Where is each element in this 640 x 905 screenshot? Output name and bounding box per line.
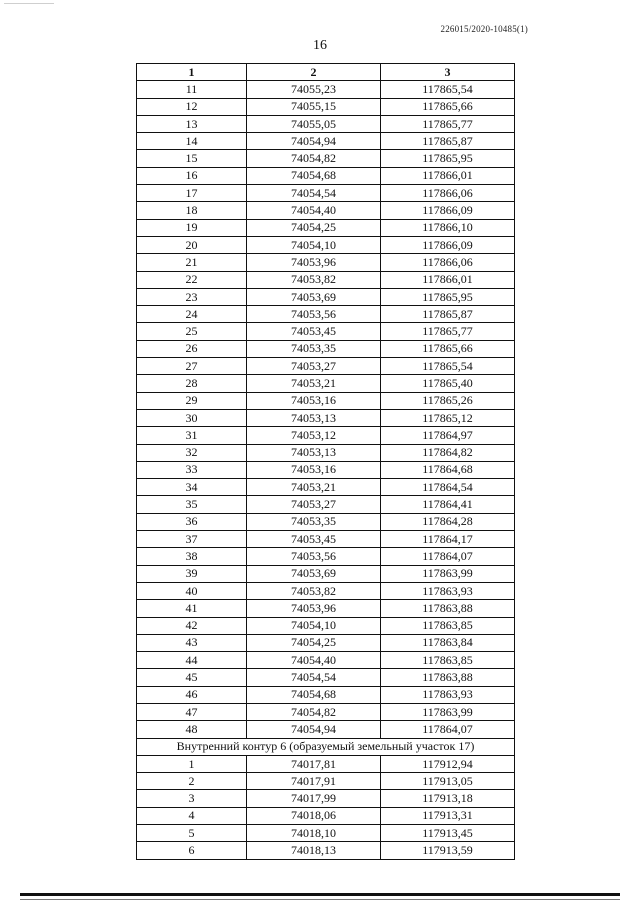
- y-coordinate-cell: 117864,68: [381, 461, 515, 478]
- x-coordinate-cell: 74055,23: [247, 81, 381, 98]
- table-row: [137, 427, 515, 444]
- point-number-cell: 17: [137, 185, 247, 202]
- point-number-cell: 45: [137, 669, 247, 686]
- x-coordinate-cell: 74053,12: [247, 427, 381, 444]
- point-number-cell: 40: [137, 582, 247, 599]
- table-row: [137, 479, 515, 496]
- point-number-cell: 29: [137, 392, 247, 409]
- point-number-cell: 19: [137, 219, 247, 236]
- table-row: [137, 81, 515, 98]
- section-row: [137, 738, 515, 755]
- y-coordinate-cell: 117866,01: [381, 167, 515, 184]
- point-number-cell: 16: [137, 167, 247, 184]
- x-coordinate-cell: 74055,05: [247, 115, 381, 132]
- x-coordinate-cell: 74053,27: [247, 358, 381, 375]
- table-row: [137, 323, 515, 340]
- document-number: 226015/2020-10485(1): [440, 24, 528, 34]
- point-number-cell: 48: [137, 721, 247, 738]
- x-coordinate-cell: 74055,15: [247, 98, 381, 115]
- table-row: [137, 271, 515, 288]
- y-coordinate-cell: 117866,06: [381, 254, 515, 271]
- x-coordinate-cell: 74053,21: [247, 479, 381, 496]
- y-coordinate-cell: 117866,10: [381, 219, 515, 236]
- point-number-cell: 31: [137, 427, 247, 444]
- point-number-cell: 26: [137, 340, 247, 357]
- x-coordinate-cell: 74018,10: [247, 825, 381, 842]
- scan-mark: [4, 3, 54, 7]
- x-coordinate-cell: 74054,54: [247, 185, 381, 202]
- x-coordinate-cell: 74053,35: [247, 513, 381, 530]
- point-number-cell: 38: [137, 548, 247, 565]
- y-coordinate-cell: 117865,95: [381, 288, 515, 305]
- table-row: [137, 634, 515, 651]
- point-number-cell: 21: [137, 254, 247, 271]
- bottom-rule-thin: [20, 899, 620, 900]
- point-number-cell: 18: [137, 202, 247, 219]
- point-number-cell: 4: [137, 807, 247, 824]
- table-header-row: [137, 64, 515, 81]
- y-coordinate-cell: 117863,99: [381, 703, 515, 720]
- table-row: [137, 375, 515, 392]
- table-row: [137, 202, 515, 219]
- point-number-cell: 41: [137, 600, 247, 617]
- point-number-cell: 32: [137, 444, 247, 461]
- point-number-cell: 33: [137, 461, 247, 478]
- table-row: [137, 185, 515, 202]
- y-coordinate-cell: 117865,54: [381, 81, 515, 98]
- x-coordinate-cell: 74053,16: [247, 392, 381, 409]
- table-body-main: [137, 81, 515, 738]
- point-number-cell: 1: [137, 755, 247, 772]
- point-number-cell: 24: [137, 306, 247, 323]
- y-coordinate-cell: 117863,88: [381, 600, 515, 617]
- point-number-cell: 14: [137, 133, 247, 150]
- y-coordinate-cell: 117865,66: [381, 340, 515, 357]
- table-row: [137, 444, 515, 461]
- table-row: [137, 807, 515, 824]
- y-coordinate-cell: 117866,06: [381, 185, 515, 202]
- point-number-cell: 13: [137, 115, 247, 132]
- table-row: [137, 306, 515, 323]
- y-coordinate-cell: 117912,94: [381, 755, 515, 772]
- x-coordinate-cell: 74017,81: [247, 755, 381, 772]
- table-row: [137, 133, 515, 150]
- y-coordinate-cell: 117866,01: [381, 271, 515, 288]
- point-number-cell: 22: [137, 271, 247, 288]
- page-number: 16: [313, 38, 327, 53]
- y-coordinate-cell: 117864,82: [381, 444, 515, 461]
- table-row: [137, 236, 515, 253]
- point-number-cell: 2: [137, 773, 247, 790]
- y-coordinate-cell: 117864,28: [381, 513, 515, 530]
- table-row: [137, 513, 515, 530]
- y-coordinate-cell: 117913,05: [381, 773, 515, 790]
- point-number-cell: 34: [137, 479, 247, 496]
- point-number-cell: 43: [137, 634, 247, 651]
- column-header-x: 2: [247, 64, 381, 81]
- point-number-cell: 6: [137, 842, 247, 859]
- y-coordinate-cell: 117865,95: [381, 150, 515, 167]
- x-coordinate-cell: 74053,82: [247, 582, 381, 599]
- point-number-cell: 47: [137, 703, 247, 720]
- y-coordinate-cell: 117864,54: [381, 479, 515, 496]
- y-coordinate-cell: 117863,93: [381, 686, 515, 703]
- column-header-y: 3: [381, 64, 515, 81]
- point-number-cell: 35: [137, 496, 247, 513]
- table-row: [137, 825, 515, 842]
- x-coordinate-cell: 74018,13: [247, 842, 381, 859]
- y-coordinate-cell: 117864,07: [381, 721, 515, 738]
- x-coordinate-cell: 74053,21: [247, 375, 381, 392]
- point-number-cell: 12: [137, 98, 247, 115]
- x-coordinate-cell: 74054,94: [247, 721, 381, 738]
- y-coordinate-cell: 117913,31: [381, 807, 515, 824]
- x-coordinate-cell: 74053,69: [247, 565, 381, 582]
- y-coordinate-cell: 117865,54: [381, 358, 515, 375]
- point-number-cell: 30: [137, 409, 247, 426]
- table-row: [137, 531, 515, 548]
- point-number-cell: 28: [137, 375, 247, 392]
- point-number-cell: 42: [137, 617, 247, 634]
- y-coordinate-cell: 117866,09: [381, 236, 515, 253]
- table-row: [137, 652, 515, 669]
- x-coordinate-cell: 74053,96: [247, 254, 381, 271]
- table-body-contour: [137, 755, 515, 859]
- table-row: [137, 340, 515, 357]
- y-coordinate-cell: 117865,12: [381, 409, 515, 426]
- y-coordinate-cell: 117863,99: [381, 565, 515, 582]
- y-coordinate-cell: 117865,66: [381, 98, 515, 115]
- table-row: [137, 721, 515, 738]
- x-coordinate-cell: 74017,99: [247, 790, 381, 807]
- table-row: [137, 288, 515, 305]
- point-number-cell: 46: [137, 686, 247, 703]
- y-coordinate-cell: 117863,88: [381, 669, 515, 686]
- table-row: [137, 98, 515, 115]
- y-coordinate-cell: 117913,45: [381, 825, 515, 842]
- point-number-cell: 44: [137, 652, 247, 669]
- y-coordinate-cell: 117865,26: [381, 392, 515, 409]
- x-coordinate-cell: 74054,10: [247, 617, 381, 634]
- point-number-cell: 37: [137, 531, 247, 548]
- x-coordinate-cell: 74053,45: [247, 531, 381, 548]
- table-row: [137, 409, 515, 426]
- x-coordinate-cell: 74018,06: [247, 807, 381, 824]
- x-coordinate-cell: 74054,94: [247, 133, 381, 150]
- y-coordinate-cell: 117865,77: [381, 323, 515, 340]
- table-row: [137, 790, 515, 807]
- table-row: [137, 755, 515, 772]
- table-row: [137, 219, 515, 236]
- table-row: [137, 254, 515, 271]
- column-header-point: 1: [137, 64, 247, 81]
- x-coordinate-cell: 74053,13: [247, 444, 381, 461]
- table-row: [137, 167, 515, 184]
- y-coordinate-cell: 117863,84: [381, 634, 515, 651]
- x-coordinate-cell: 74054,25: [247, 219, 381, 236]
- y-coordinate-cell: 117864,97: [381, 427, 515, 444]
- coordinates-table: [136, 63, 515, 860]
- point-number-cell: 5: [137, 825, 247, 842]
- y-coordinate-cell: 117866,09: [381, 202, 515, 219]
- point-number-cell: 11: [137, 81, 247, 98]
- section-header-body: [137, 738, 515, 755]
- y-coordinate-cell: 117865,40: [381, 375, 515, 392]
- table-row: [137, 150, 515, 167]
- y-coordinate-cell: 117865,87: [381, 133, 515, 150]
- x-coordinate-cell: 74053,96: [247, 600, 381, 617]
- y-coordinate-cell: 117863,85: [381, 617, 515, 634]
- table-row: [137, 496, 515, 513]
- y-coordinate-cell: 117863,85: [381, 652, 515, 669]
- point-number-cell: 36: [137, 513, 247, 530]
- x-coordinate-cell: 74017,91: [247, 773, 381, 790]
- y-coordinate-cell: 117864,41: [381, 496, 515, 513]
- table-row: [137, 582, 515, 599]
- point-number-cell: 25: [137, 323, 247, 340]
- point-number-cell: 27: [137, 358, 247, 375]
- y-coordinate-cell: 117913,59: [381, 842, 515, 859]
- table-row: [137, 548, 515, 565]
- bottom-rule: [20, 893, 620, 896]
- x-coordinate-cell: 74054,82: [247, 150, 381, 167]
- x-coordinate-cell: 74054,40: [247, 202, 381, 219]
- table-row: [137, 617, 515, 634]
- y-coordinate-cell: 117864,17: [381, 531, 515, 548]
- x-coordinate-cell: 74053,45: [247, 323, 381, 340]
- table-row: [137, 773, 515, 790]
- x-coordinate-cell: 74053,27: [247, 496, 381, 513]
- x-coordinate-cell: 74054,82: [247, 703, 381, 720]
- point-number-cell: 3: [137, 790, 247, 807]
- x-coordinate-cell: 74054,68: [247, 686, 381, 703]
- table-row: [137, 842, 515, 859]
- table-row: [137, 669, 515, 686]
- table-row: [137, 392, 515, 409]
- x-coordinate-cell: 74053,35: [247, 340, 381, 357]
- table-row: [137, 358, 515, 375]
- x-coordinate-cell: 74053,82: [247, 271, 381, 288]
- table-row: [137, 703, 515, 720]
- y-coordinate-cell: 117865,87: [381, 306, 515, 323]
- y-coordinate-cell: 117863,93: [381, 582, 515, 599]
- x-coordinate-cell: 74053,69: [247, 288, 381, 305]
- x-coordinate-cell: 74054,25: [247, 634, 381, 651]
- x-coordinate-cell: 74053,16: [247, 461, 381, 478]
- y-coordinate-cell: 117913,18: [381, 790, 515, 807]
- x-coordinate-cell: 74053,56: [247, 306, 381, 323]
- x-coordinate-cell: 74054,68: [247, 167, 381, 184]
- x-coordinate-cell: 74054,10: [247, 236, 381, 253]
- y-coordinate-cell: 117865,77: [381, 115, 515, 132]
- x-coordinate-cell: 74054,40: [247, 652, 381, 669]
- x-coordinate-cell: 74053,56: [247, 548, 381, 565]
- table-row: [137, 600, 515, 617]
- table-row: [137, 565, 515, 582]
- point-number-cell: 39: [137, 565, 247, 582]
- table-row: [137, 686, 515, 703]
- table-row: [137, 115, 515, 132]
- y-coordinate-cell: 117864,07: [381, 548, 515, 565]
- point-number-cell: 20: [137, 236, 247, 253]
- table-row: [137, 461, 515, 478]
- x-coordinate-cell: 74053,13: [247, 409, 381, 426]
- point-number-cell: 15: [137, 150, 247, 167]
- x-coordinate-cell: 74054,54: [247, 669, 381, 686]
- point-number-cell: 23: [137, 288, 247, 305]
- section-title: Внутренний контур 6 (образуемый земельный участок 17): [137, 738, 515, 755]
